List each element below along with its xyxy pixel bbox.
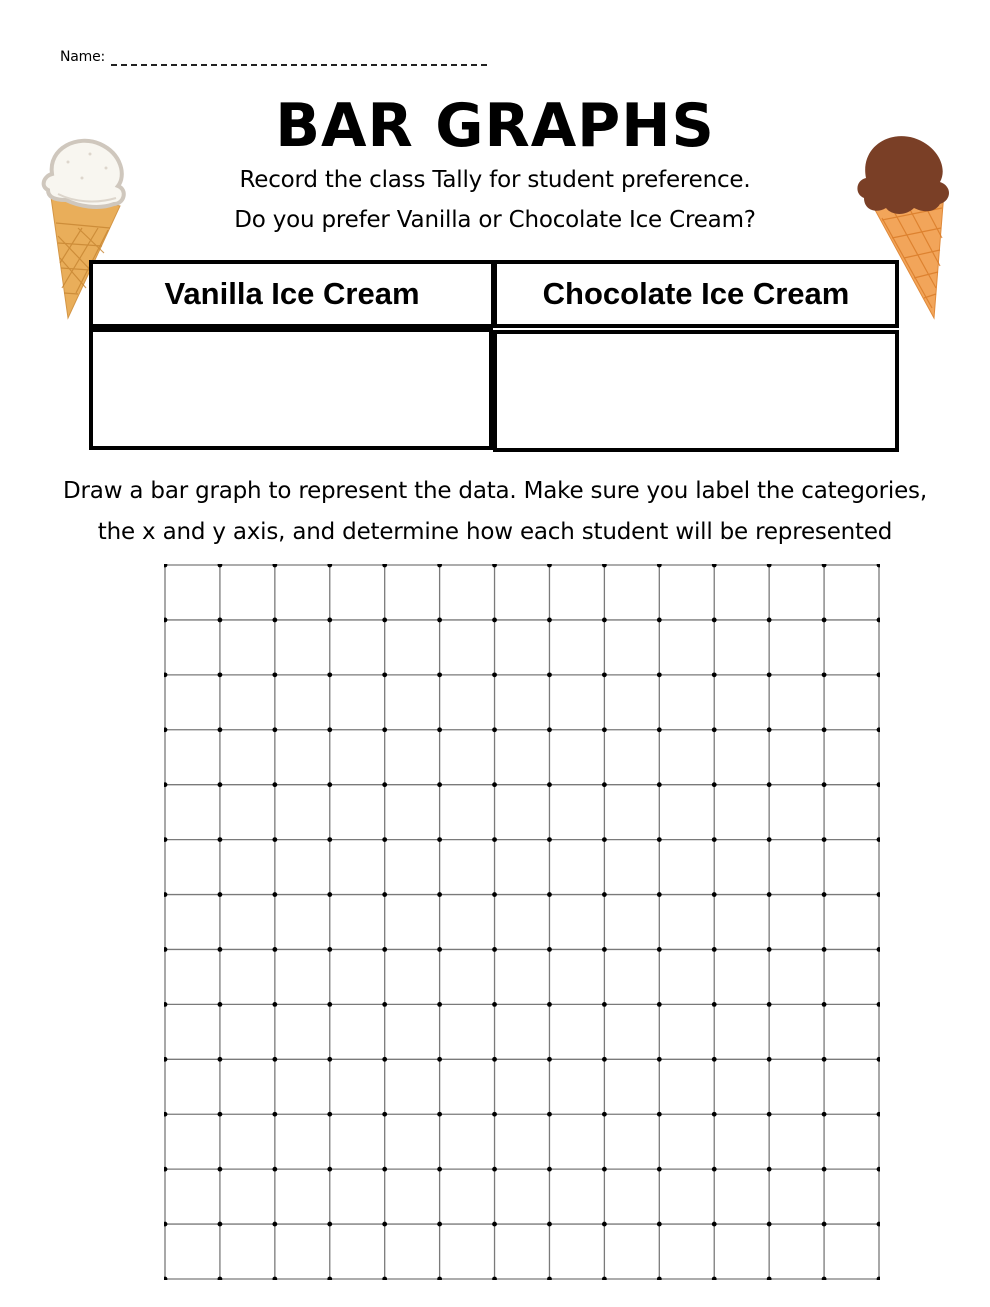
grid-dot (218, 1057, 223, 1062)
grid-dot (272, 1112, 277, 1117)
grid-dot (547, 1002, 552, 1007)
chocolate-header-cell (493, 260, 899, 328)
grid-dot (657, 1112, 662, 1117)
grid-dot (382, 1057, 387, 1062)
grid-dot (492, 892, 497, 897)
vanilla-header-cell (89, 260, 495, 328)
grid-dot (492, 672, 497, 677)
grid-dot (877, 727, 880, 732)
grid-dot (657, 782, 662, 787)
grid-dot (602, 1222, 607, 1227)
grid-dot (437, 727, 442, 732)
grid-dot (218, 1002, 223, 1007)
subtitle-line-1: Record the class Tally for student preference. (239, 167, 751, 193)
grid-dot (822, 1002, 827, 1007)
grid-dot (492, 837, 497, 842)
grid-dot (492, 564, 497, 567)
grid-dot (382, 782, 387, 787)
grid-dot (767, 1002, 772, 1007)
grid-dot (327, 837, 332, 842)
grid-dot (272, 947, 277, 952)
grid-dot (272, 892, 277, 897)
grid-dot (164, 837, 167, 842)
grid-dot (657, 1002, 662, 1007)
grid-dot (382, 672, 387, 677)
grid-dot (327, 564, 332, 567)
grid-dot (767, 782, 772, 787)
grid-dot (712, 1222, 717, 1227)
grid-dot (437, 892, 442, 897)
grid-dot (164, 892, 167, 897)
grid-dot (164, 564, 167, 567)
grid-dot (822, 782, 827, 787)
grid-dot (327, 618, 332, 623)
grid-dot (767, 892, 772, 897)
grid-dot (767, 1112, 772, 1117)
grid-dot (437, 1277, 442, 1280)
grid-dot (822, 618, 827, 623)
grid-dot (272, 1222, 277, 1227)
grid-dot (164, 1222, 167, 1227)
grid-dot (382, 1167, 387, 1172)
grid-dot (327, 1057, 332, 1062)
grid-dot (218, 837, 223, 842)
grid-dot (657, 564, 662, 567)
grid-dot (382, 947, 387, 952)
grid-dot (164, 947, 167, 952)
grid-dot (164, 618, 167, 623)
grid-dot (382, 1112, 387, 1117)
grid-dot (272, 564, 277, 567)
grid-dot (327, 947, 332, 952)
grid-dot (272, 837, 277, 842)
grid-dot (822, 892, 827, 897)
grid-dot (437, 672, 442, 677)
grid-dot (767, 618, 772, 623)
grid-dot (437, 1112, 442, 1117)
grid-dot (492, 618, 497, 623)
vanilla-tally-cell[interactable] (89, 328, 493, 450)
grid-dot (327, 1167, 332, 1172)
name-field[interactable] (60, 42, 487, 66)
grid-dot (382, 1277, 387, 1280)
grid-dot (327, 1002, 332, 1007)
grid-dot (602, 1057, 607, 1062)
grid-dot (492, 947, 497, 952)
grid-dot (437, 1002, 442, 1007)
grid-dot (164, 1167, 167, 1172)
grid-dot (272, 727, 277, 732)
grid-dot (712, 564, 717, 567)
grid-dot (547, 1057, 552, 1062)
grid-dot (602, 837, 607, 842)
grid-dot (164, 727, 167, 732)
grid-dot (877, 1112, 880, 1117)
grid-dot (822, 672, 827, 677)
grid-dot (547, 1112, 552, 1117)
grid-dot (877, 672, 880, 677)
grid-dot (877, 892, 880, 897)
grid-dot (602, 618, 607, 623)
grid-dot (712, 1002, 717, 1007)
grid-dot (602, 1277, 607, 1280)
grid-dot (218, 618, 223, 623)
grid-dot (657, 1167, 662, 1172)
page-title: BAR GRAPHS (275, 91, 715, 161)
grid-dot (657, 892, 662, 897)
grid-dot (218, 1222, 223, 1227)
grid-dot (164, 1057, 167, 1062)
grid-dot (767, 1057, 772, 1062)
grid-dot (602, 947, 607, 952)
grid-dot (657, 1057, 662, 1062)
grid-dot (822, 1112, 827, 1117)
grid-dot (657, 837, 662, 842)
grid-dot (218, 1112, 223, 1117)
grid-dot (218, 1277, 223, 1280)
grid-dot (272, 1057, 277, 1062)
grid-dot (712, 947, 717, 952)
bar-graph-grid[interactable] (164, 564, 880, 1280)
grid-dot (877, 1167, 880, 1172)
grid-dot (547, 672, 552, 677)
grid-dot (877, 1002, 880, 1007)
grid-dot (164, 672, 167, 677)
grid-dot (877, 1277, 880, 1280)
grid-dot (877, 947, 880, 952)
grid-dot (327, 1112, 332, 1117)
grid-dot (327, 727, 332, 732)
grid-dot (547, 1277, 552, 1280)
grid-dot (877, 1222, 880, 1227)
grid-dot (877, 1057, 880, 1062)
grid-dot (767, 564, 772, 567)
grid-dot (218, 727, 223, 732)
grid-dot (437, 1222, 442, 1227)
grid-dot (712, 672, 717, 677)
grid-dot (547, 837, 552, 842)
grid-dot (272, 1167, 277, 1172)
grid-dot (382, 1002, 387, 1007)
grid-dot (327, 1222, 332, 1227)
grid-dot (218, 947, 223, 952)
grid-dot (382, 618, 387, 623)
grid-dot (822, 947, 827, 952)
grid-dot (437, 782, 442, 787)
grid-dot (877, 837, 880, 842)
grid-dot (382, 1222, 387, 1227)
chocolate-tally-cell[interactable] (493, 330, 899, 452)
grid-dot (767, 727, 772, 732)
name-label: Name: (60, 49, 106, 65)
grid-dot (437, 1057, 442, 1062)
vanilla-header-label: Vanilla Ice Cream (164, 276, 420, 311)
grid-dot (712, 1057, 717, 1062)
grid-dot (767, 1167, 772, 1172)
grid-dot (767, 1277, 772, 1280)
grid-dot (437, 1167, 442, 1172)
grid-dot (822, 564, 827, 567)
grid-dot (437, 618, 442, 623)
grid-dot (602, 727, 607, 732)
grid-dot (602, 672, 607, 677)
grid-dot (877, 618, 880, 623)
grid-dot (437, 564, 442, 567)
grid-dot (547, 1222, 552, 1227)
grid-dot (492, 1222, 497, 1227)
grid-dot (822, 837, 827, 842)
grid-dot (547, 564, 552, 567)
grid-dot (712, 892, 717, 897)
grid-dot (272, 672, 277, 677)
grid-dot (767, 837, 772, 842)
grid-dot (822, 1167, 827, 1172)
grid-dot (382, 892, 387, 897)
grid-dot (327, 892, 332, 897)
grid-dot (272, 618, 277, 623)
grid-dot (164, 1112, 167, 1117)
grid-dot (327, 672, 332, 677)
grid-dot (547, 782, 552, 787)
subtitle-line-2: Do you prefer Vanilla or Chocolate Ice Cream? (234, 207, 756, 233)
grid-dot (492, 1002, 497, 1007)
grid-dot (657, 727, 662, 732)
grid-dot (657, 1277, 662, 1280)
grid-dot (602, 564, 607, 567)
grid-dot (767, 1222, 772, 1227)
grid-dot (492, 1167, 497, 1172)
grid-dot (547, 618, 552, 623)
grid-dot (272, 782, 277, 787)
grid-dot (712, 782, 717, 787)
grid-dot (712, 1112, 717, 1117)
chocolate-header-label: Chocolate Ice Cream (542, 276, 850, 311)
grid-dot (602, 1002, 607, 1007)
grid-dot (822, 1277, 827, 1280)
grid-dot (327, 782, 332, 787)
instructions-line-2: the x and y axis, and determine how each student will be represented (97, 519, 893, 545)
grid-dot (218, 672, 223, 677)
grid-dot (547, 727, 552, 732)
grid-dot (657, 618, 662, 623)
grid-dot (602, 1112, 607, 1117)
grid-dot (492, 1112, 497, 1117)
grid-dot (382, 837, 387, 842)
instructions-line-1: Draw a bar graph to represent the data. Make sure you label the categories, (63, 478, 927, 504)
grid-dot (712, 727, 717, 732)
grid-dot (218, 1167, 223, 1172)
grid-dot (492, 1057, 497, 1062)
grid-dot (822, 1057, 827, 1062)
grid-dot (547, 892, 552, 897)
grid-dot (657, 1222, 662, 1227)
grid-dot (657, 672, 662, 677)
grid-dot (877, 782, 880, 787)
grid-dot (767, 947, 772, 952)
name-blank-line[interactable] (111, 48, 487, 66)
grid-dot (437, 947, 442, 952)
grid-dot (767, 672, 772, 677)
grid-dot (822, 1222, 827, 1227)
grid-dot (218, 564, 223, 567)
grid-dot (877, 564, 880, 567)
grid-dot (712, 1167, 717, 1172)
grid-dot (712, 1277, 717, 1280)
grid-dot (437, 837, 442, 842)
grid-dot (822, 727, 827, 732)
grid-dot (492, 727, 497, 732)
grid-dot (218, 782, 223, 787)
grid-dot (547, 1167, 552, 1172)
grid-dot (492, 1277, 497, 1280)
grid-dot (492, 782, 497, 787)
grid-dot (272, 1002, 277, 1007)
grid-dot (657, 947, 662, 952)
grid-dot (272, 1277, 277, 1280)
grid-dot (164, 1002, 167, 1007)
grid-dot (164, 1277, 167, 1280)
grid-dot (547, 947, 552, 952)
grid-dot (218, 892, 223, 897)
grid-dot (327, 1277, 332, 1280)
grid-dot (602, 1167, 607, 1172)
grid-dot (712, 837, 717, 842)
grid-dot (382, 727, 387, 732)
grid-dot (164, 782, 167, 787)
grid-dot (602, 782, 607, 787)
grid-dot (602, 892, 607, 897)
grid-dot (712, 618, 717, 623)
grid-dot (382, 564, 387, 567)
